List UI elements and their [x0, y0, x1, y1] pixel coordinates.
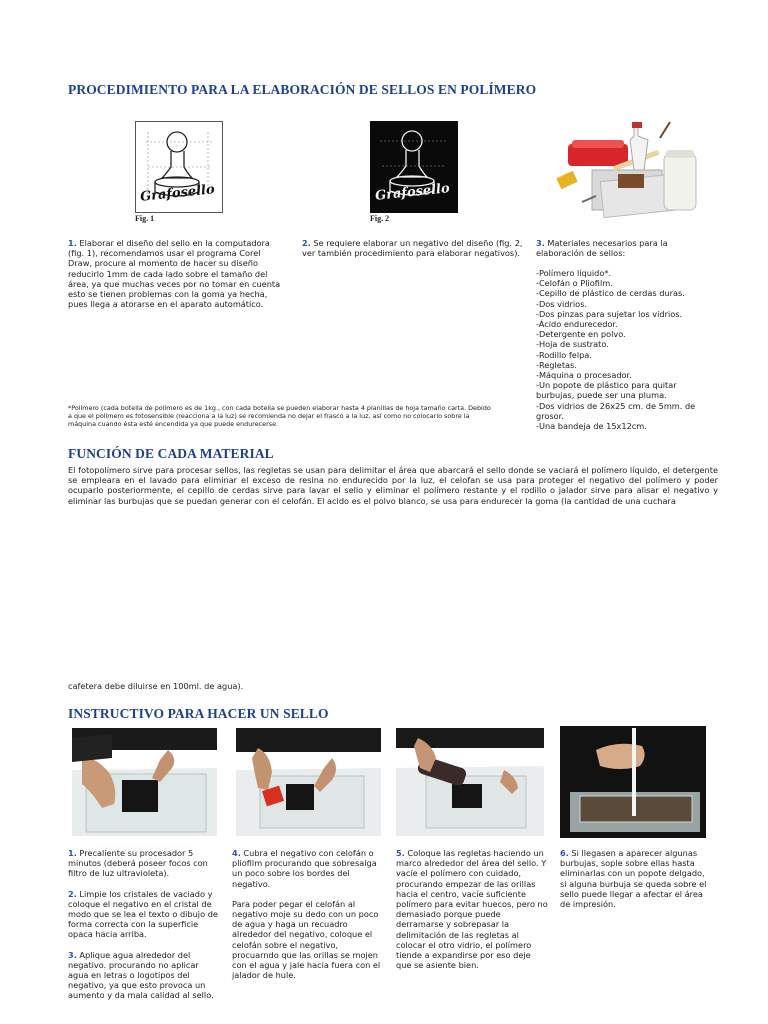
step-photo-3 — [396, 728, 544, 836]
step-number: 1. — [68, 848, 77, 858]
step-text: Para poder pegar el celofán al negativo moje su dedo con un poco de agua y haga un recuadro alrededor del negativo, coloque el celofán sobre el negativo, procuarndo que las orillas se mojen con el agua y jale hacia fuera con el jalador de hule. — [232, 898, 381, 981]
figure-2 — [370, 121, 458, 213]
figure-1-logo: Grafosello — [139, 182, 216, 205]
page-title: PROCEDIMIENTO PARA LA ELABORACIÓN DE SELLOS EN POLÍMERO — [68, 82, 537, 97]
step-number: 2. — [302, 238, 311, 248]
list-item: -Una bandeja de 15x12cm. — [536, 421, 647, 432]
instruction-step — [232, 899, 384, 981]
step-number: 3. — [68, 949, 77, 960]
list-item: -Dos vidrios. — [536, 298, 587, 309]
step-text: Cubra el negativo con celofán o pliofilm procurando que sobresalga un poco sobre los bordes del negativo. — [232, 848, 377, 889]
section-title-funcion: FUNCIÓN DE CADA MATERIAL — [68, 446, 274, 461]
list-item: -Máquina o procesador. — [536, 370, 632, 381]
list-item: -Detergente en polvo. — [536, 329, 626, 340]
list-item: -Celofán o Pliofilm. — [536, 278, 613, 289]
materials-list — [536, 268, 708, 431]
step-number: 6. — [560, 848, 569, 858]
instructions-col-3 — [396, 848, 548, 970]
section-funcion-continuation: cafetera debe diluirse en 100ml. de agua). — [68, 681, 244, 691]
section-funcion-text: El fotopolímero sirve para procesar sellos, las regletas se usan para delimitar el área que abarcará el sello donde se vaciará el polímero líquido, el detergente se empleara en el lavado para eliminar el exceso de resina no endurecido por la luz, el celofan se usa para proteger el negativo del polímero y poder ocuparlo posteriormente, el cepillo de cerdas sirve para lavar el sello y eliminar el polímero restante y el rodillo o jalador sirve para alisar el negativo y eliminar las burbujas que se puedan generar con el celofán. El acido es el polvo blanco, se usa para endurecer la goma (la cantidad de una cuchara — [68, 465, 718, 506]
step-text: Si llegasen a aparecer algunas burbujas, sople sobre ellas hasta eliminarlas con un popote delgado, si alguna burbuja se queda sobre el sello puede llegar a afectar el área de impresión. — [560, 848, 707, 910]
list-item: -Dos vidrios de 26x25 cm. de 5mm. de grosor. — [536, 400, 696, 421]
section-title-instructivo: INSTRUCTIVO PARA HACER UN SELLO — [68, 706, 329, 721]
step-photo-1 — [72, 728, 217, 836]
step-number: 3. — [536, 238, 545, 248]
step-number: 2. — [68, 888, 77, 899]
footnote: *Polímero (cada botella de polímero es de 1kg., con cada botella se pueden elaborar hasta 4 planillas de hoja tamaño carta. Debido a que el polímero es fotosensible (reacciona a la luz) se recomienda no dejar el frasco a la luz, así como no colocarlo sobre la máquina cuando ésta esté encendida ya que puede endurecerse. — [68, 404, 491, 428]
step-3 — [536, 238, 708, 258]
step-number: 5. — [396, 848, 405, 858]
instruction-step — [68, 848, 218, 879]
step-1 — [68, 238, 286, 309]
step-text: Se requiere elaborar un negativo del diseño (fig. 2, ver también procedimiento para elaborar negativos). — [302, 238, 523, 259]
instruction-step — [68, 950, 218, 1001]
list-item: -Rodillo felpa. — [536, 349, 592, 360]
list-item: -Ácido endurecedor. — [536, 319, 618, 330]
instructions-col-1 — [68, 848, 218, 1001]
instruction-step — [396, 848, 548, 970]
step-text: Elaborar el diseño del sello en la computadora (fig. 1), recomendamos usar el programa Corel Draw, procure al momento de hacer su diseño reducirlo 1mm de cada lado sobre el tamaño del área, ya que muchas veces por no tomar en cuenta esto se tienen problemas con la goma ya hecha, pues llega a atorarse en el aparato automático. — [68, 238, 281, 310]
step-photo-4 — [560, 726, 706, 838]
step-2 — [302, 238, 524, 258]
step-text: Materiales necesarios para la elaboración de sellos: — [536, 238, 668, 259]
list-item: -Polímero líquido*. — [536, 268, 612, 278]
step-photo-2 — [236, 728, 381, 836]
instruction-step — [68, 889, 218, 940]
figure-1 — [135, 121, 223, 213]
list-item: -Regletas. — [536, 359, 577, 370]
figure-1-caption: Fig. 1 — [135, 214, 155, 223]
list-item: -Cepillo de plástico de cerdas duras. — [536, 288, 685, 299]
instruction-step — [560, 848, 710, 909]
instructions-col-2 — [232, 848, 384, 980]
step-number: 4. — [232, 848, 241, 858]
list-item: -Hoja de sustrato. — [536, 339, 609, 350]
list-item: -Un popote de plástico para quitar burbujas, puede ser una pluma. — [536, 380, 677, 401]
step-text: Aplique agua alrededor del negativo. procurando no aplicar agua en letras o logotipos del negativo, ya que esto provoca un aumento y da mala calidad al sello. — [68, 949, 214, 1001]
step-text: Precaliente su procesador 5 minutos (deberá poseer focos con filtro de luz ultravioleta). — [68, 848, 208, 879]
figure-2-caption: Fig. 2 — [370, 214, 390, 223]
list-item: -Dos pinzas para sujetar los vidrios. — [536, 308, 683, 319]
figure-2-logo: Grafosello — [374, 181, 451, 204]
instruction-step — [232, 848, 384, 889]
materials-photo — [552, 118, 702, 223]
step-number: 1. — [68, 238, 77, 248]
step-text: Limpie los cristales de vaciado y coloque el negativo en el cristal de modo que se lea el texto o dibujo de forma correcta con la superficie opaca hacia arriba. — [68, 888, 218, 940]
instructions-col-4 — [560, 848, 710, 909]
step-text: Coloque las regletas haciendo un marco alrededor del área del sello. Y vacíe el polímero con cuidado, procurando empezar de las orillas hacia el centro, vacíe suficiente polímero para evitar huecos, pero no demasiado porque puede derramarse y sobrepasar la delimitación de las regletas al colocar el otro vidrio, el polímero tiende a expandirse por eso deje que se asiente bien. — [396, 848, 548, 971]
